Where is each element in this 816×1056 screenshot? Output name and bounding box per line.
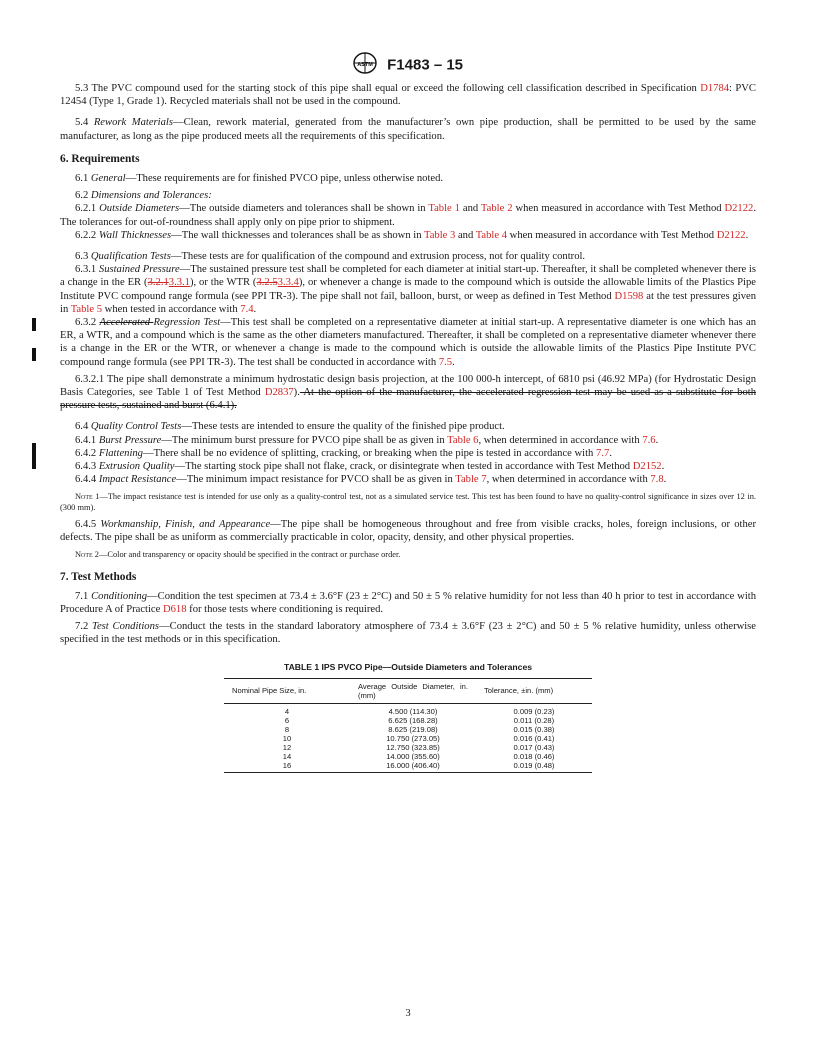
link-table-5[interactable]: Table 5 bbox=[70, 303, 103, 315]
table-cell: 6.625 (168.28) bbox=[388, 715, 438, 725]
table-cell: 16 bbox=[224, 761, 350, 773]
deleted-ref[interactable]: 3.2.5 bbox=[256, 277, 278, 289]
table-cell: 0.017 (0.43) bbox=[513, 742, 555, 752]
deleted-text: At the option of the manufacturer, the accelerated regression test may be used as a substitute for both pressure tests, sustained and burst (6.4.1). bbox=[60, 387, 756, 412]
paragraph-6-3-2: 6.3.2 Accelerated Regression Test—This test shall be completed on a representative diameter at initial start-up. A representative diameter is one which has an ER, a WTR, and a compound which is the same as the other diameters manufactured. Thereafter, it shall be completed on a representative diameter whenever there is a change in the ER or the WTR, or whenever a change is made to the compound which is outside the allowable limits of the Plastics Pipe Institute PVC compound range formula (see PPI TR-3). The test shall be conducted in accordance with 7.5. bbox=[60, 317, 757, 368]
paragraph-6-4-5: 6.4.5 Workmanship, Finish, and Appearance—The pipe shall be homogeneous throughout and free from visible cracks, holes, foreign inclusions, or other defects. The pipe shall be as uniform as commercially practicable in color, opacity, density, and other physical properties. bbox=[60, 518, 756, 543]
table-header: Average Outside Diameter, in. (mm) bbox=[350, 678, 476, 703]
table-cell: 12.750 (323.85) bbox=[386, 742, 440, 752]
paragraph-6-4-2: 6.4.2 Flattening—There shall be no evidence of splitting, cracking, or breaking when the pipe is tested in accordance with 7.7. bbox=[75, 447, 612, 459]
table-cell: 8 bbox=[284, 724, 290, 734]
table-cell: 14.000 (355.60) bbox=[386, 751, 440, 761]
table-row bbox=[224, 703, 592, 716]
table-cell: 0.016 (0.41) bbox=[513, 733, 555, 743]
link-d1784[interactable]: D1784 bbox=[700, 83, 730, 94]
link-d2837[interactable]: D2837 bbox=[264, 387, 294, 399]
link-d2122[interactable]: D2122 bbox=[724, 203, 754, 215]
paragraph-6-2-1: 6.2.1 Outside Diameters—The outside diameters and tolerances shall be shown in Table 1 and Table 2 when measured in accordance with Test Method D2122. The tolerances for out-of-roundness shall apply only on pipe prior to shipment. bbox=[60, 203, 756, 228]
page-number: 3 bbox=[405, 1008, 411, 1019]
paragraph-7-1: 7.1 Conditioning—Condition the test specimen at 73.4 ± 3.6°F (23 ± 2°C) and 50 ± 5 % relative humidity for not less than 40 h prior to test in accordance with Procedure A of Practice D618 for those tests where conditioning is required. bbox=[60, 590, 757, 616]
link-d2122[interactable]: D2122 bbox=[716, 229, 746, 241]
revision-bar bbox=[32, 443, 36, 469]
revision-bar bbox=[32, 318, 36, 331]
table-row bbox=[224, 752, 592, 761]
link-d618[interactable]: D618 bbox=[162, 604, 187, 616]
table-cell: 0.011 (0.28) bbox=[513, 715, 555, 725]
table-cell: 4.500 (114.30) bbox=[388, 706, 438, 716]
revision-bar bbox=[32, 348, 36, 361]
link-table-7[interactable]: Table 7 bbox=[455, 474, 487, 486]
link-table-4[interactable]: Table 4 bbox=[475, 229, 508, 241]
table-cell: 4 bbox=[284, 706, 290, 716]
table-cell: 0.015 (0.38) bbox=[513, 724, 555, 734]
deleted-text: Accelerated bbox=[99, 317, 154, 329]
table-1 bbox=[224, 678, 592, 773]
paragraph-6-3-1: 6.3.1 Sustained Pressure—The sustained pressure test shall be completed for each diameter at initial start-up. Thereafter, it shall be completed whenever there is a change in the ER (3.2.13.3.1), or the WTR (3.2.53.3.4), or whenever a change is made to the compound which is outside the allowable limits of the Plastics Pipe Institute PVC compound range formula (see PPI TR-3). The pipe shall not fail, balloon, burst, or weep as defined in Test Method D1598 at the test pressures given in Table 5 when tested in accordance with 7.4. bbox=[60, 264, 757, 315]
table-row bbox=[224, 725, 592, 734]
link-table-6[interactable]: Table 6 bbox=[447, 434, 479, 446]
note-1: Note 1—The impact resistance test is intended for use only as a quality-control test, not as a simulated service test. This test has been found to have no quality-control significance in sizes over 12 in. (300 mm). bbox=[60, 492, 756, 513]
svg-text:ASTM: ASTM bbox=[357, 62, 373, 68]
table-row bbox=[224, 734, 592, 743]
section-7-heading: 7. Test Methods bbox=[60, 570, 137, 583]
table-cell: 12 bbox=[282, 742, 292, 752]
table-cell: 14 bbox=[282, 751, 292, 761]
link-7-5[interactable]: 7.5 bbox=[438, 356, 453, 368]
table-row bbox=[224, 743, 592, 752]
deleted-ref[interactable]: 3.2.1 bbox=[147, 277, 169, 289]
table-header: Tolerance, ±in. (mm) bbox=[476, 678, 592, 703]
paragraph-6-4-1: 6.4.1 Burst Pressure—The minimum burst pressure for PVCO pipe shall be as given in Table 6, when determined in accordance with 7.6. bbox=[75, 434, 659, 446]
table-row bbox=[224, 761, 592, 773]
paragraph-6-2: 6.2 Dimensions and Tolerances: bbox=[75, 190, 212, 202]
table-cell: 0.018 (0.46) bbox=[513, 751, 555, 761]
table-cell: 8.625 (219.08) bbox=[388, 724, 438, 734]
link-table-1[interactable]: Table 1 bbox=[428, 203, 460, 215]
paragraph-7-2: 7.2 Test Conditions—Conduct the tests in the standard laboratory atmosphere of 73.4 ± 3.6°F (23 ± 2°C) and 50 ± 5 % relative humidity, unless otherwise specified in the test methods or in this specification. bbox=[60, 621, 757, 646]
table-row bbox=[224, 716, 592, 725]
document-body bbox=[60, 82, 756, 773]
table-body bbox=[224, 703, 592, 772]
link-7-4[interactable]: 7.4 bbox=[240, 303, 254, 315]
link-7-6[interactable]: 7.6 bbox=[642, 434, 656, 446]
link-7-7[interactable]: 7.7 bbox=[596, 447, 610, 459]
paragraph-6-4-3: 6.4.3 Extrusion Quality—The starting stock pipe shall not flake, crack, or disintegrate when tested in accordance with Test Method D2152. bbox=[75, 461, 665, 473]
paragraph-6-1: 6.1 General—These requirements are for finished PVCO pipe, unless otherwise noted. bbox=[75, 173, 444, 185]
paragraph-6-3: 6.3 Qualification Tests—These tests are for qualification of the compound and extrusion process, not for quality control. bbox=[75, 251, 586, 263]
table-cell: 16.000 (406.40) bbox=[350, 761, 476, 773]
table-cell: 0.009 (0.23) bbox=[513, 706, 555, 716]
link-d1598[interactable]: D1598 bbox=[614, 290, 644, 302]
table-cell: 0.019 (0.48) bbox=[476, 761, 592, 773]
link-table-3[interactable]: Table 3 bbox=[423, 229, 456, 241]
page-header bbox=[0, 52, 816, 78]
link-table-2[interactable]: Table 2 bbox=[480, 203, 513, 215]
designation: F1483 – 15 bbox=[387, 56, 464, 74]
table-cell: 10 bbox=[282, 733, 292, 743]
inserted-ref[interactable]: 3.3.1 bbox=[168, 277, 190, 289]
paragraph-5-3: 5.3 The PVC compound used for the starting stock of this pipe shall equal or exceed the following cell classification described in Specification D1784: PVC 12454 (Type 1, Grade 1). Recycled materials shall not be used in the compound. bbox=[60, 83, 756, 108]
paragraph-6-3-2-1: 6.3.2.1 The pipe shall demonstrate a minimum hydrostatic design basis projection, at the 100 000-h intercept, of 6810 psi (46.92 MPa) (for Hydrostatic Design Basis Categories, see Table 1 of Test Method D2837). At the option of the manufacturer, the accelerated regression test may be used as a substitute for both pressure tests, sustained and burst (6.4.1). bbox=[60, 373, 756, 412]
link-d2152[interactable]: D2152 bbox=[632, 461, 662, 473]
table-cell: 10.750 (273.05) bbox=[386, 733, 440, 743]
section-6-heading: 6. Requirements bbox=[60, 152, 140, 165]
table-1-caption: TABLE 1 IPS PVCO Pipe—Outside Diameters and Tolerances bbox=[283, 661, 532, 672]
paragraph-6-4-4: 6.4.4 Impact Resistance—The minimum impact resistance for PVCO shall be as given in Table 7, when determined in accordance with 7.8. bbox=[75, 474, 667, 486]
table-cell: 6 bbox=[284, 715, 290, 725]
inserted-ref[interactable]: 3.3.4 bbox=[277, 277, 299, 289]
astm-logo-icon bbox=[353, 52, 377, 78]
table-header: Nominal Pipe Size, in. bbox=[224, 678, 350, 703]
link-7-8[interactable]: 7.8 bbox=[650, 474, 664, 486]
paragraph-6-2-2: 6.2.2 Wall Thicknesses—The wall thicknesses and tolerances shall be as shown in Table 3 and Table 4 when measured in accordance with Test Method D2122. bbox=[75, 229, 749, 241]
paragraph-5-4: 5.4 Rework Materials—Clean, rework material, generated from the manufacturer’s own pipe production, shall be permitted to be used by the same manufacturer, as long as the pipe produced meets all the requirements of this specification. bbox=[60, 117, 756, 142]
paragraph-6-4: 6.4 Quality Control Tests—These tests are intended to ensure the quality of the finished pipe product. bbox=[75, 421, 505, 433]
note-2: Note 2—Color and transparency or opacity should be specified in the contract or purchase order. bbox=[75, 550, 401, 560]
